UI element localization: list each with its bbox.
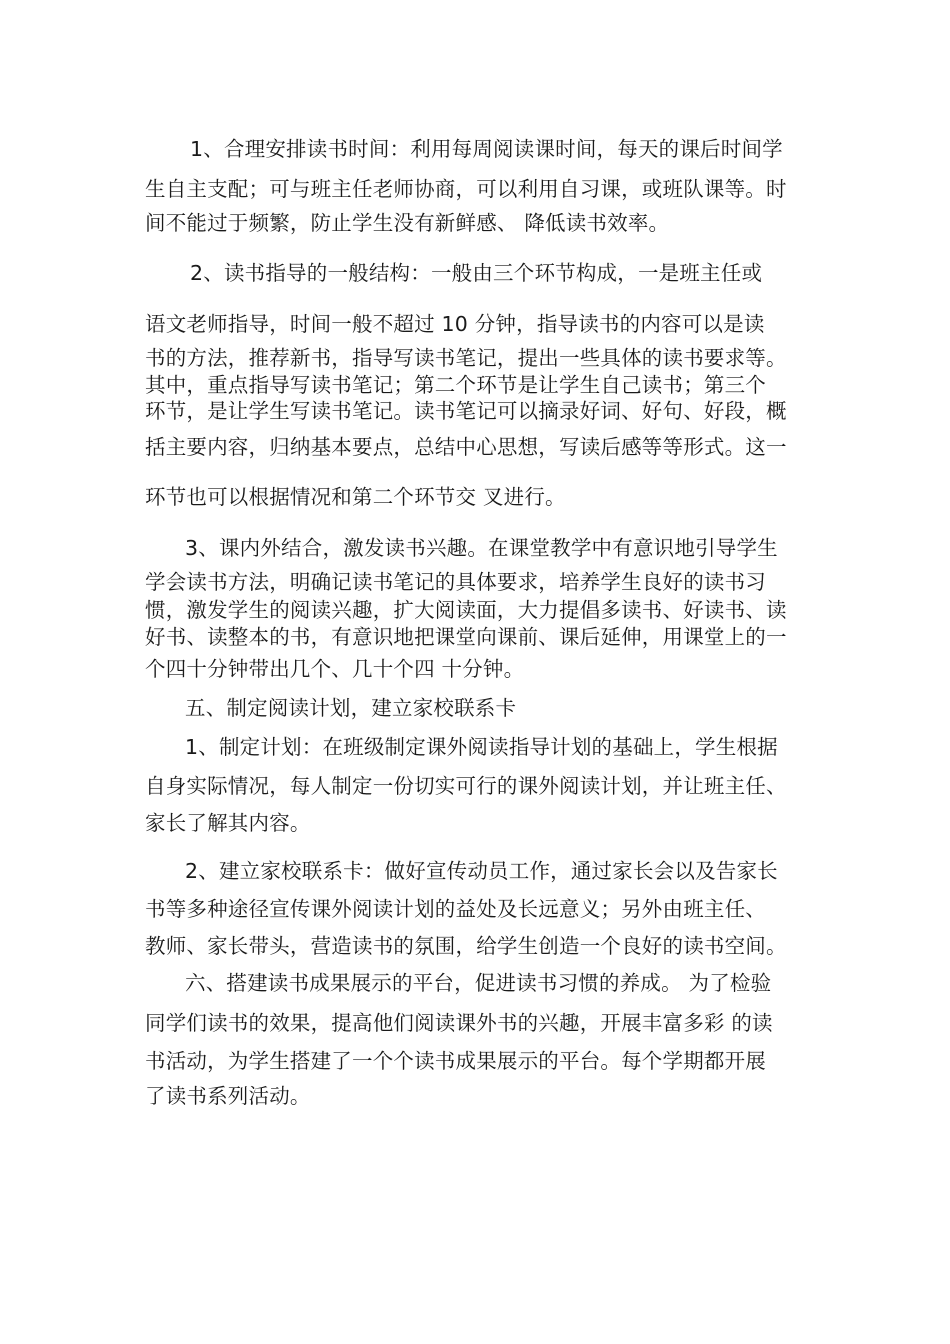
text-line: 惯，激发学生的阅读兴趣，扩大阅读面，大力提倡多读书、好读书、读 (145, 598, 787, 622)
text-line: 好书、读整本的书，有意识地把课堂向课前、课后延伸，用课堂上的一 (145, 625, 787, 649)
text-line: 语文老师指导，时间一般不超过 10 分钟，指导读书的内容可以是读 (145, 312, 765, 336)
text-line: 家长了解其内容。 (145, 811, 311, 835)
text-line: 2、读书指导的一般结构：一般由三个环节构成，一是班主任或 (190, 261, 763, 285)
text-line: 环节，是让学生写读书笔记。读书笔记可以摘录好词、好句、好段，概 (145, 399, 787, 423)
text-line: 生自主支配；可与班主任老师协商，可以利用自习课，或班队课等。时 (145, 177, 787, 201)
text-line: 环节也可以根据情况和第二个环节交 叉进行。 (145, 485, 566, 509)
text-line: 个四十分钟带出几个、几十个四 十分钟。 (145, 657, 525, 681)
text-line: 自身实际情况，每人制定一份切实可行的课外阅读计划，并让班主任、 (145, 774, 787, 798)
text-line: 2、建立家校联系卡：做好宣传动员工作，通过家长会以及告家长 (185, 859, 778, 883)
text-line: 3、课内外结合，激发读书兴趣。在课堂教学中有意识地引导学生 (185, 536, 778, 560)
text-line: 其中，重点指导写读书笔记；第二个环节是让学生自己读书；第三个 (145, 373, 766, 397)
text-line: 1、制定计划：在班级制定课外阅读指导计划的基础上，学生根据 (185, 735, 778, 759)
text-line: 书活动，为学生搭建了一个个读书成果展示的平台。每个学期都开展 (145, 1049, 766, 1073)
text-line: 1、合理安排读书时间：利用每周阅读课时间，每天的课后时间学 (190, 137, 783, 161)
text-line: 了读书系列活动。 (145, 1084, 311, 1108)
text-line: 书的方法，推荐新书，指导写读书笔记，提出一些具体的读书要求等。 (145, 346, 787, 370)
text-line: 同学们读书的效果，提高他们阅读课外书的兴趣，开展丰富多彩 的读 (145, 1011, 773, 1035)
text-line: 教师、家长带头，营造读书的氛围，给学生创造一个良好的读书空间。 (145, 934, 787, 958)
text-line: 间不能过于频繁，防止学生没有新鲜感、 降低读书效率。 (145, 211, 670, 235)
text-line: 书等多种途径宣传课外阅读计划的益处及长远意义；另外由班主任、 (145, 897, 766, 921)
section-heading: 六、搭建读书成果展示的平台，促进读书习惯的养成。 为了检验 (185, 971, 772, 995)
section-heading: 五、制定阅读计划，建立家校联系卡 (185, 696, 517, 720)
text-line: 学会读书方法，明确记读书笔记的具体要求，培养学生良好的读书习 (145, 570, 766, 594)
text-line: 括主要内容，归纳基本要点，总结中心思想，写读后感等等形式。这一 (145, 435, 787, 459)
